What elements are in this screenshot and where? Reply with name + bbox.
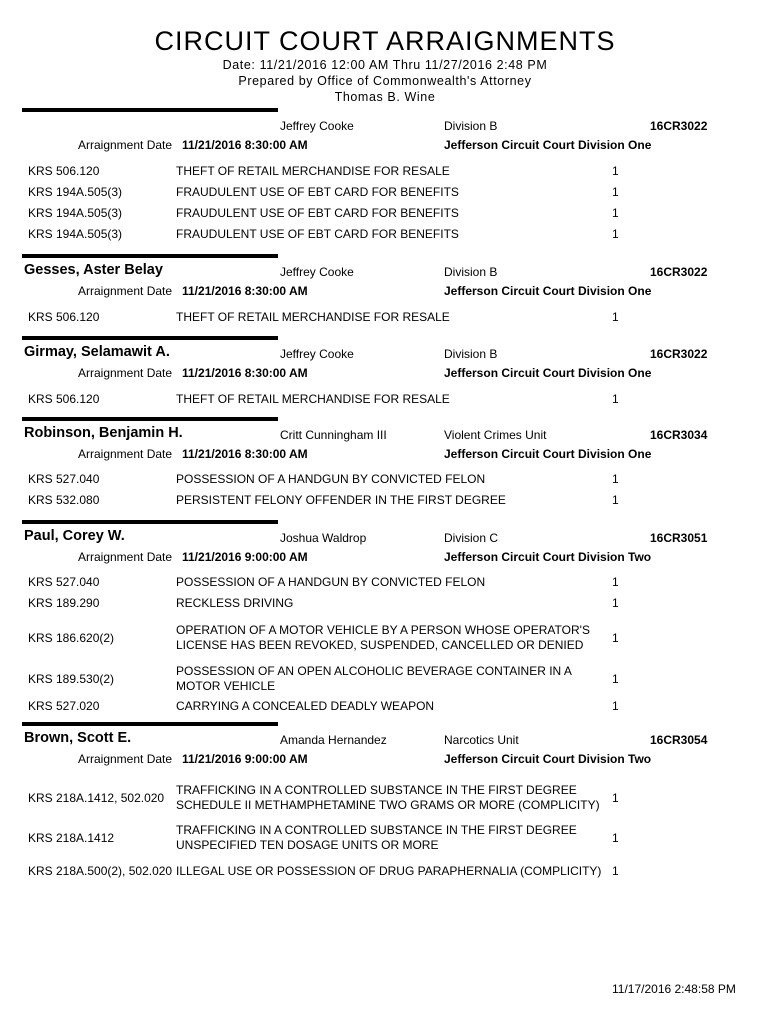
court-name: Jefferson Circuit Court Division One (444, 284, 652, 298)
arraignment-label: Arraignment Date (78, 550, 173, 564)
arraignment-date: 11/21/2016 8:30:00 AM (182, 138, 308, 152)
charge-statute: KRS 189.290 (28, 596, 100, 610)
charge-statute: KRS 506.120 (28, 392, 100, 406)
date-range: Date: 11/21/2016 12:00 AM Thru 11/27/2016 2:48 PM (222, 58, 548, 72)
charge-description: POSSESSION OF A HANDGUN BY CONVICTED FELON (176, 472, 486, 486)
charge-row (28, 490, 648, 511)
charge-row (28, 572, 648, 593)
charge-row (28, 854, 648, 888)
charge-description: THEFT OF RETAIL MERCHANDISE FOR RESALE (176, 310, 450, 324)
charge-count: 1 (612, 227, 619, 241)
division: Division C (444, 531, 499, 545)
charge-row (28, 182, 648, 203)
charge-count: 1 (612, 630, 619, 645)
charge-count: 1 (612, 790, 619, 805)
arraignment-date: 11/21/2016 9:00:00 AM (182, 752, 308, 766)
charge-count: 1 (612, 863, 619, 878)
charge-count: 1 (612, 596, 619, 610)
attorney-name: Thomas B. Wine (334, 90, 436, 104)
charge-count: 1 (612, 206, 619, 220)
assigned-attorney: Amanda Hernandez (280, 733, 387, 747)
charge-statute: KRS 532.080 (28, 493, 100, 507)
case-number: 16CR3051 (650, 531, 708, 545)
charge-row (28, 822, 648, 854)
charge-statute: KRS 189.530(2) (28, 671, 115, 686)
arraignment-date: 11/21/2016 8:30:00 AM (182, 447, 308, 461)
charge-description: FRAUDULENT USE OF EBT CARD FOR BENEFITS (176, 206, 459, 220)
assigned-attorney: Joshua Waldrop (280, 531, 367, 545)
charge-count: 1 (612, 164, 619, 178)
charge-row (28, 161, 648, 182)
defendant-name: Gesses, Aster Belay (24, 262, 163, 278)
page-title: CIRCUIT COURT ARRAIGNMENTS (154, 26, 616, 56)
charge-description: POSSESSION OF AN OPEN ALCOHOLIC BEVERAGE CONTAINER IN A MOTOR VEHICLE (176, 664, 572, 693)
court-name: Jefferson Circuit Court Division One (444, 138, 652, 152)
division: Division B (444, 119, 498, 133)
defendant-name: Brown, Scott E. (24, 730, 132, 746)
charge-statute: KRS 218A.500(2), 502.020 (28, 863, 173, 878)
arraignment-label: Arraignment Date (78, 447, 173, 461)
print-timestamp: 11/17/2016 2:48:58 PM (612, 982, 736, 996)
charge-statute: KRS 194A.505(3) (28, 206, 123, 220)
defendant-name: Paul, Corey W. (24, 528, 125, 544)
prepared-by: Prepared by Office of Commonwealth's Attorney (238, 74, 532, 88)
charge-description: RECKLESS DRIVING (176, 596, 294, 610)
charge-statute: KRS 218A.1412 (28, 830, 115, 845)
charge-description: OPERATION OF A MOTOR VEHICLE BY A PERSON WHOSE OPERATOR'S LICENSE HAS BEEN REVOKED, SUSPENDED, CANCELLED OR DENIED (176, 623, 590, 652)
charge-count: 1 (612, 392, 619, 406)
case-number: 16CR3022 (650, 119, 708, 133)
arraignment-date: 11/21/2016 8:30:00 AM (182, 284, 308, 298)
arraignment-label: Arraignment Date (78, 752, 173, 766)
charge-row (28, 203, 648, 224)
case-number: 16CR3034 (650, 428, 708, 442)
charge-count: 1 (612, 493, 619, 507)
charges-table (28, 389, 648, 410)
charge-row (28, 224, 648, 245)
section-divider (22, 254, 278, 258)
section-divider (22, 336, 278, 340)
case-number: 16CR3022 (650, 265, 708, 279)
division: Division B (444, 265, 498, 279)
charges-table (28, 774, 648, 888)
section-divider (22, 417, 278, 421)
arraignment-label: Arraignment Date (78, 138, 173, 152)
section-divider (22, 108, 278, 112)
section-divider (22, 722, 278, 726)
division: Narcotics Unit (444, 733, 519, 747)
charge-row (28, 469, 648, 490)
charge-count: 1 (612, 472, 619, 486)
arraignment-label: Arraignment Date (78, 366, 173, 380)
division: Division B (444, 347, 498, 361)
division: Violent Crimes Unit (444, 428, 547, 442)
assigned-attorney: Critt Cunningham III (280, 428, 387, 442)
assigned-attorney: Jeffrey Cooke (280, 119, 354, 133)
court-name: Jefferson Circuit Court Division One (444, 447, 652, 461)
charge-row (28, 696, 648, 717)
arraignment-date: 11/21/2016 8:30:00 AM (182, 366, 308, 380)
charge-description: POSSESSION OF A HANDGUN BY CONVICTED FELON (176, 575, 486, 589)
charges-table (28, 161, 648, 245)
charge-row (28, 307, 648, 328)
court-name: Jefferson Circuit Court Division Two (444, 752, 652, 766)
charges-table (28, 469, 648, 511)
charge-description: FRAUDULENT USE OF EBT CARD FOR BENEFITS (176, 185, 459, 199)
charge-count: 1 (612, 185, 619, 199)
charge-description: PERSISTENT FELONY OFFENDER IN THE FIRST DEGREE (176, 493, 506, 507)
charge-statute: KRS 506.120 (28, 310, 100, 324)
section-divider (22, 520, 278, 524)
arraignment-label: Arraignment Date (78, 284, 173, 298)
charge-row (28, 593, 648, 614)
charge-row (28, 774, 648, 822)
charge-description: ILLEGAL USE OR POSSESSION OF DRUG PARAPHERNALIA (COMPLICITY) (176, 863, 602, 878)
court-name: Jefferson Circuit Court Division One (444, 366, 652, 380)
assigned-attorney: Jeffrey Cooke (280, 347, 354, 361)
charge-statute: KRS 218A.1412, 502.020 (28, 790, 165, 805)
charge-description: FRAUDULENT USE OF EBT CARD FOR BENEFITS (176, 227, 459, 241)
charge-description: CARRYING A CONCEALED DEADLY WEAPON (176, 699, 435, 713)
charge-statute: KRS 506.120 (28, 164, 100, 178)
charge-row (28, 389, 648, 410)
charge-statute: KRS 194A.505(3) (28, 227, 123, 241)
defendant-name: Robinson, Benjamin H. (24, 425, 183, 441)
charge-count: 1 (612, 671, 619, 686)
charge-row (28, 662, 648, 696)
charges-table (28, 307, 648, 328)
charge-row (28, 614, 648, 662)
charge-statute: KRS 527.020 (28, 699, 100, 713)
charge-description: TRAFFICKING IN A CONTROLLED SUBSTANCE IN THE FIRST DEGREE UNSPECIFIED TEN DOSAGE UNITS OR MORE (176, 823, 577, 852)
charge-count: 1 (612, 699, 619, 713)
charge-count: 1 (612, 575, 619, 589)
court-name: Jefferson Circuit Court Division Two (444, 550, 652, 564)
assigned-attorney: Jeffrey Cooke (280, 265, 354, 279)
charge-statute: KRS 194A.505(3) (28, 185, 123, 199)
charge-statute: KRS 527.040 (28, 472, 100, 486)
charge-count: 1 (612, 830, 619, 845)
charge-count: 1 (612, 310, 619, 324)
charge-description: THEFT OF RETAIL MERCHANDISE FOR RESALE (176, 164, 450, 178)
arraignment-date: 11/21/2016 9:00:00 AM (182, 550, 308, 564)
case-number: 16CR3054 (650, 733, 708, 747)
charges-table (28, 572, 648, 717)
case-number: 16CR3022 (650, 347, 708, 361)
charge-statute: KRS 527.040 (28, 575, 100, 589)
charge-description: THEFT OF RETAIL MERCHANDISE FOR RESALE (176, 392, 450, 406)
charge-description: TRAFFICKING IN A CONTROLLED SUBSTANCE IN THE FIRST DEGREE SCHEDULE II METHAMPHETAMINE TWO GRAMS OR MORE (COMPLICITY) (176, 783, 600, 812)
defendant-name: Girmay, Selamawit A. (24, 344, 170, 360)
charge-statute: KRS 186.620(2) (28, 630, 115, 645)
